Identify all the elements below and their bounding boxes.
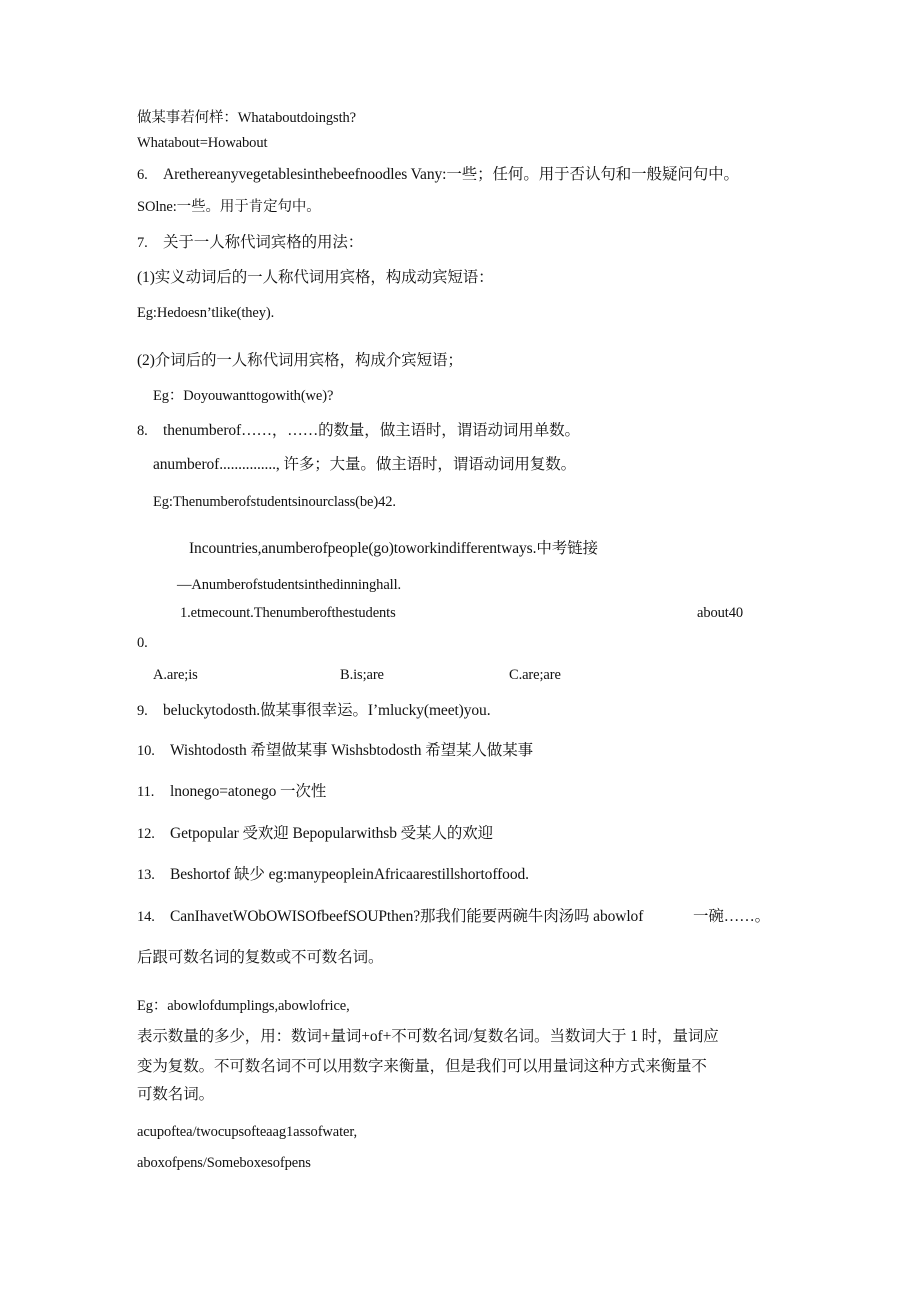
text-line-28: acupoftea/twocupsofteaag1assofwater, [137,1124,358,1140]
item-number: 8. [137,423,148,439]
item-text: Wishtodosth 希望做某事 Wishsbtodosth 希望某人做某事 [170,742,533,759]
item-8 [137,421,580,441]
item-6 [137,165,739,185]
text-line-27: 可数名词。 [137,1086,215,1103]
question-text: 1.etmecount.Thenumberofthestudents [180,605,396,621]
item-number: 9. [137,703,148,719]
item-tail: 一碗……。 [693,908,771,925]
item-12 [137,824,493,844]
item-number: 12. [137,826,155,842]
item-13 [137,865,529,885]
item-number: 11. [137,784,155,800]
text-line-26: 变为复数。不可数名词不可以用数字来衡量，但是我们可以用量词这种方式来衡量不 [137,1058,707,1075]
item-number: 14. [137,909,155,925]
text-line-14: —Anumberofstudentsinthedinninghall. [177,577,402,593]
text-line-12: Eg:Thenumberofstudentsinourclass(be)42. [153,494,396,510]
item-9 [137,701,490,721]
option-a: A.are;is [153,667,198,683]
item-text: Arethereanyvegetablesinthebeefnoodles Vany:一些；任何。用于否认句和一般疑问句中。 [163,166,739,183]
item-14 [137,907,777,927]
text-line-16: 0. [137,635,148,651]
item-text: lnonego=atonego 一次性 [170,783,327,800]
text-line-15 [180,603,780,623]
item-number: 13. [137,867,155,883]
text-line-9: Eg：Doyouwanttogowith(we)? [153,388,334,404]
option-c: C.are;are [509,667,561,683]
text-line-25: 表示数量的多少，用：数词+量词+of+不可数名词/复数名词。当数词大于 1 时，量词应 [137,1028,719,1045]
question-blank-tail: about40 [697,605,744,621]
text-line-7: Eg:Hedoesn’tlike(they). [137,305,275,321]
text-line-1: 做某事若何样：Whataboutdoingsth? [137,110,356,126]
item-text: CanIhavetWObOWISOfbeefSOUPthen?那我们能要两碗牛肉汤吗 abowlof [170,908,644,925]
text-line-4: SOlne:一些。用于肯定句中。 [137,199,321,215]
item-text: Getpopular 受欢迎 Bepopularwithsb 受某人的欢迎 [170,825,494,842]
item-10 [137,741,533,761]
text-line-29: aboxofpens/Someboxesofpens [137,1155,311,1171]
item-7 [137,233,363,253]
option-b: B.is;are [340,667,384,683]
text-line-23: 后跟可数名词的复数或不可数名词。 [137,949,384,966]
item-text: thenumberof……，……的数量，做主语时，谓语动词用单数。 [163,422,580,439]
item-text: beluckytodosth.做某事很幸运。I’mlucky(meet)you. [163,702,491,719]
item-text: 关于一人称代词宾格的用法： [163,234,364,251]
text-line-8: (2)介词后的一人称代词用宾格，构成介宾短语； [137,352,463,369]
text-line-24: Eg：abowlofdumplings,abowlofrice, [137,998,350,1014]
item-number: 6. [137,167,148,183]
item-number: 10. [137,743,155,759]
text-line-11: anumberof..............., 许多；大量。做主语时，谓语动词用复数。 [153,456,577,473]
answer-options [153,665,753,685]
item-11 [137,782,326,802]
text-line-13: Incountries,anumberofpeople(go)toworkindifferentways.中考链接 [189,540,598,557]
item-number: 7. [137,235,148,251]
text-line-6: (1)实义动词后的一人称代词用宾格，构成动宾短语： [137,269,494,286]
item-text: Beshortof 缺少 eg:manypeopleinAfricaarestillshortoffood. [170,866,529,883]
text-line-2: Whatabout=Howabout [137,135,268,151]
